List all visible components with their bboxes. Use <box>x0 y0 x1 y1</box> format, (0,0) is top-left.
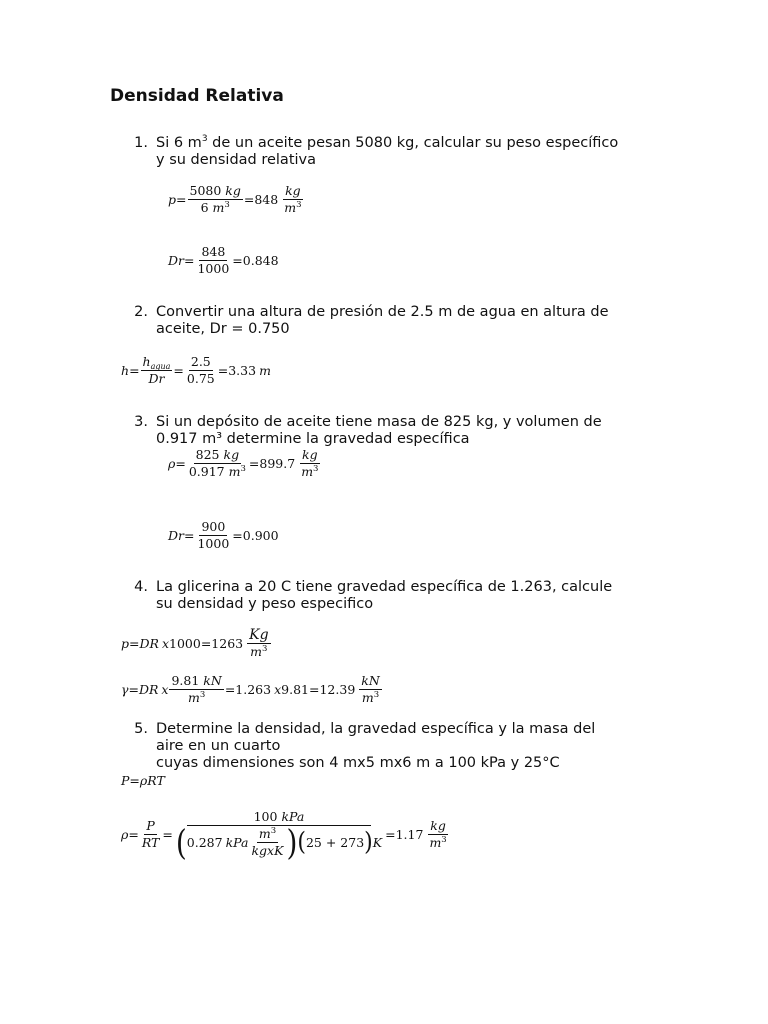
problem-1-number: 1. <box>134 135 148 151</box>
equation-5b: ρ = $\frac{P}{RT}$ = 100 kPa ( 0.287 kPa $\frac{m^3}{\text{kgxK}}$ ) ( 25 + 273 ) K = 1.17 $\frac{kg}{m^3}$ <box>121 809 447 863</box>
problem-1-line-2: y su densidad relativa <box>156 152 317 168</box>
page-title: Densidad Relativa <box>110 86 284 106</box>
problem-4-number: 4. <box>134 579 148 595</box>
problem-5-line-1: Determine la densidad, la gravedad específica y la masa del <box>156 721 596 737</box>
equation-1a: p = $\frac{5080 kg}{6 m^3}$ = 848 $\frac{kg}{m^3}$ <box>168 183 302 215</box>
problem-4-line-1: La glicerina a 20 C tiene gravedad específica de 1.263, calcule <box>156 579 613 595</box>
equation-4a: p = DR x 1000 = 1263 $\frac{Kg}{m^3}$ <box>121 627 269 659</box>
problem-5-line-3: cuyas dimensiones son 4 mx5 mx6 m a 100 kPa y 25°C <box>156 755 560 771</box>
problem-3-line-1: Si un depósito de aceite tiene masa de 825 kg, y volumen de <box>156 414 602 430</box>
problem-3-line-2: 0.917 m³ determine la gravedad específica <box>156 431 470 447</box>
equation-2: h = $\frac{h_{agua}}{Dr}$ = $\frac{2.5}{0.75}$ = 3.33 m <box>121 354 271 386</box>
equation-1b: Dr = $\frac{848}{1000}$ = 0.848 <box>168 244 279 276</box>
equation-3a: ρ = $\frac{825 kg}{0.917 m^3}$ = 899.7 $\frac{kg}{m^3}$ <box>168 447 319 479</box>
problem-2-number: 2. <box>134 304 148 320</box>
equation-5a: P = ρ RT <box>121 773 165 788</box>
problem-2-line-2: aceite, Dr = 0.750 <box>156 321 290 337</box>
equation-3b: Dr = $\frac{900}{1000}$ = 0.900 <box>168 519 279 551</box>
problem-5-number: 5. <box>134 721 148 737</box>
equation-4b: γ = DR x $\frac{9.81 kN}{m^3}$ = 1.263 x 9.81 = 12.39 $\frac{kN}{m^3}$ <box>121 673 380 705</box>
problem-2-line-1: Convertir una altura de presión de 2.5 m de agua en altura de <box>156 304 609 320</box>
problem-4-line-2: su densidad y peso especifico <box>156 596 374 612</box>
problem-1-line-1: Si 6 $m^3$ de un aceite pesan 5080 kg, calcular su peso específico <box>156 134 619 151</box>
problem-5-line-2: aire en un cuarto <box>156 738 281 754</box>
problem-3-number: 3. <box>134 414 148 430</box>
